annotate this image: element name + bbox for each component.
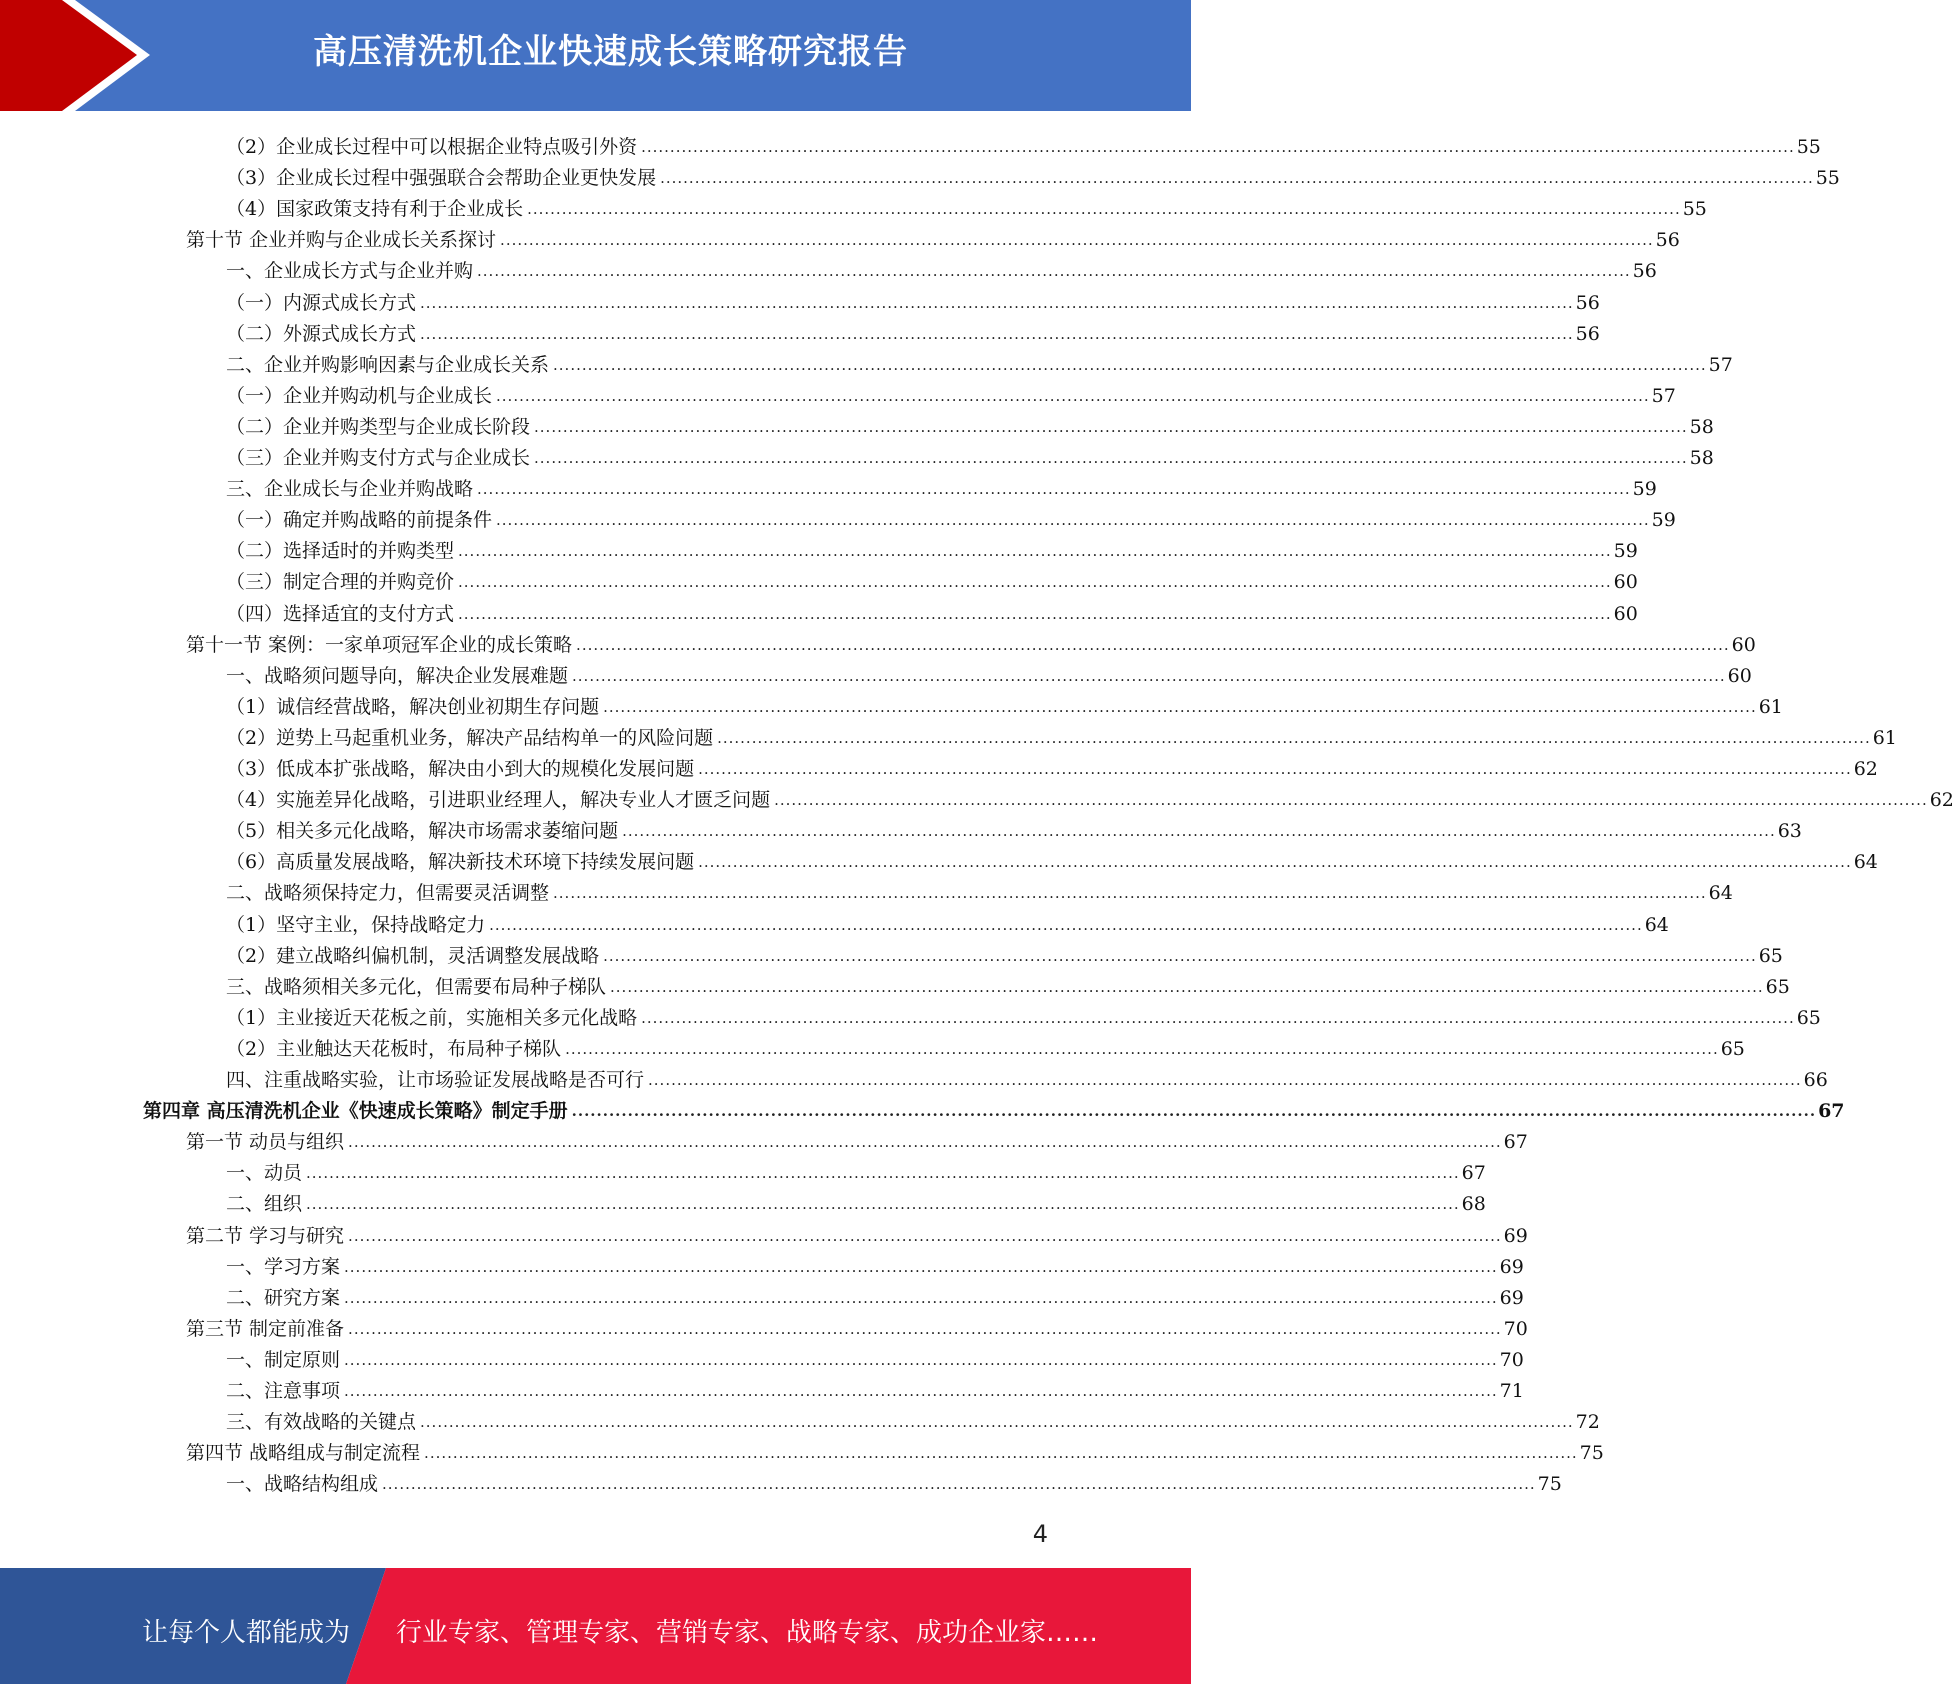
toc-entry-page: 55 (1815, 167, 1840, 190)
toc-entry[interactable] (226, 873, 1733, 905)
toc-entry[interactable] (226, 314, 1600, 345)
toc-entry-title: （三）企业并购支付方式与企业成长 (226, 447, 531, 469)
toc-leader-dots: ........................................................................................................................................................................................................ (420, 324, 1574, 343)
toc-leader-dots: ........................................................................................................................................................................................................ (648, 1071, 1802, 1089)
toc-leader-dots: ........................................................................................................................................................................................................ (382, 1475, 1536, 1494)
toc-leader-dots: ........................................................................................................................................................................................................ (603, 946, 1757, 965)
toc-entry-page: 55 (1682, 198, 1707, 221)
toc-entry-page: 65 (1720, 1037, 1745, 1060)
toc-entry-page: 58 (1689, 447, 1714, 469)
toc-entry[interactable] (226, 438, 1714, 469)
footer-band (0, 1568, 1191, 1684)
toc-entry-page: 59 (1632, 478, 1657, 501)
toc-entry-page: 61 (1872, 726, 1897, 749)
toc-entry-title: （5）相关多元化战略，解决市场需求萎缩问题 (226, 820, 619, 843)
toc-entry[interactable] (226, 594, 1638, 625)
toc-entry[interactable] (226, 811, 1802, 843)
toc-leader-dots: ........................................................................................................................................................................................................ (496, 386, 1650, 405)
toc-entry-title: 三、有效战略的关键点 (226, 1411, 417, 1434)
toc-entry[interactable] (226, 718, 1897, 749)
toc-entry-page: 70 (1499, 1348, 1524, 1371)
toc-leader-dots: ........................................................................................................................................................................................................ (571, 1102, 1817, 1121)
toc-entry-title: 一、战略须问题导向，解决企业发展难题 (226, 664, 569, 687)
toc-entry[interactable] (226, 1371, 1524, 1402)
toc-entry[interactable] (226, 998, 1821, 1029)
toc-entry-page: 61 (1758, 695, 1783, 718)
toc-leader-dots: ........................................................................................................................................................................................................ (496, 511, 1650, 530)
toc-entry-page: 60 (1613, 571, 1638, 594)
toc-entry-title: （4）实施差异化战略，引进职业经理人，解决专业人才匮乏问题 (226, 789, 771, 812)
toc-leader-dots: ........................................................................................................................................................................................................ (348, 1226, 1502, 1245)
toc-entry-title: 第四节 战略组成与制定流程 (186, 1442, 421, 1465)
toc-entry[interactable] (226, 1184, 1486, 1216)
toc-entry-title: （2）企业成长过程中可以根据企业特点吸引外资 (226, 136, 638, 158)
toc-entry-title: 第二节 学习与研究 (186, 1224, 345, 1247)
toc-entry[interactable] (226, 842, 1878, 874)
toc-entry[interactable] (186, 625, 1756, 656)
toc-leader-dots: ........................................................................................................................................................................................................ (698, 853, 1852, 872)
toc-entry[interactable] (226, 936, 1783, 967)
toc-leader-dots: ........................................................................................................................................................................................................ (458, 573, 1612, 592)
toc-entry-page: 69 (1499, 1286, 1524, 1309)
toc-entry-title: （二）选择适时的并购类型 (226, 540, 455, 563)
toc-entry[interactable] (226, 500, 1676, 532)
toc-entry[interactable] (226, 562, 1638, 594)
toc-entry[interactable] (226, 656, 1752, 687)
toc-leader-dots: ........................................................................................................................................................................................................ (660, 169, 1814, 188)
toc-entry-title: （1）主业接近天花板之前，实施相关多元化战略 (226, 1006, 638, 1029)
toc-entry[interactable] (226, 749, 1878, 780)
toc-entry[interactable] (226, 1153, 1486, 1185)
toc-entry-page: 57 (1651, 384, 1676, 407)
toc-entry-page: 62 (1853, 758, 1878, 780)
toc-leader-dots: ........................................................................................................................................................................................................ (527, 200, 1681, 219)
toc-entry-page: 64 (1853, 851, 1878, 874)
toc-entry-title: （3）企业成长过程中强强联合会帮助企业更快发展 (226, 167, 657, 190)
toc-entry-page: 72 (1575, 1411, 1600, 1434)
toc-entry-title: （3）低成本扩张战略，解决由小到大的规模化发展问题 (226, 758, 695, 780)
toc-leader-dots: ........................................................................................................................................................................................................ (306, 1164, 1460, 1183)
toc-entry-title: 第四章 高压清洗机企业《快速成长策略》制定手册 (143, 1100, 568, 1123)
toc-entry-title: （二）外源式成长方式 (226, 322, 417, 345)
toc-leader-dots: ........................................................................................................................................................................................................ (424, 1444, 1578, 1463)
toc-entry-page: 59 (1613, 540, 1638, 563)
toc-entry-title: （一）内源式成长方式 (226, 291, 417, 314)
toc-leader-dots: ........................................................................................................................................................................................................ (500, 231, 1654, 250)
toc-entry-title: 二、注意事项 (226, 1380, 341, 1402)
toc-entry-page: 75 (1579, 1442, 1604, 1465)
toc-leader-dots: ........................................................................................................................................................................................................ (458, 542, 1612, 561)
toc-entry-page: 56 (1575, 291, 1600, 314)
toc-entry-title: 第三节 制定前准备 (186, 1317, 345, 1340)
toc-leader-dots: ........................................................................................................................................................................................................ (534, 449, 1688, 467)
toc-entry-title: 一、动员 (226, 1162, 303, 1185)
toc-entry-page: 56 (1632, 260, 1657, 283)
toc-entry-page: 64 (1708, 882, 1733, 905)
toc-entry-title: （6）高质量发展战略，解决新技术环境下持续发展问题 (226, 851, 695, 874)
toc-entry[interactable] (226, 251, 1657, 283)
toc-entry[interactable] (226, 905, 1669, 936)
toc-entry-title: 二、战略须保持定力，但需要灵活调整 (226, 882, 550, 905)
toc-entry[interactable] (226, 1340, 1524, 1371)
toc-leader-dots: ........................................................................................................................................................................................................ (603, 697, 1757, 716)
toc-entry-page: 62 (1929, 789, 1954, 812)
toc-leader-dots: ........................................................................................................................................................................................................ (641, 1008, 1795, 1027)
toc-entry-title: 第十一节 案例：一家单项冠军企业的成长策略 (186, 633, 573, 656)
toc-entry-title: 一、企业成长方式与企业并购 (226, 260, 474, 283)
toc-entry[interactable] (226, 283, 1600, 314)
toc-entry[interactable] (186, 220, 1680, 252)
toc-entry-page: 75 (1537, 1473, 1562, 1496)
toc-entry-page: 60 (1613, 602, 1638, 625)
toc-entry-title: （二）企业并购类型与企业成长阶段 (226, 415, 531, 438)
toc-entry[interactable] (226, 345, 1733, 376)
toc-leader-dots: ........................................................................................................................................................................................................ (610, 977, 1764, 996)
toc-leader-dots: ........................................................................................................................................................................................................ (622, 822, 1776, 841)
toc-entry-page: 64 (1644, 913, 1669, 936)
toc-entry[interactable] (226, 407, 1714, 438)
toc-entry-title: 一、制定原则 (226, 1348, 341, 1371)
toc-leader-dots: ........................................................................................................................................................................................................ (774, 791, 1928, 810)
toc-entry[interactable] (143, 1091, 1845, 1123)
toc-entry-title: 二、企业并购影响因素与企业成长关系 (226, 353, 550, 376)
toc-entry-page: 60 (1727, 664, 1752, 687)
toc-leader-dots: ........................................................................................................................................................................................................ (553, 355, 1707, 374)
toc-entry-page: 65 (1758, 944, 1783, 967)
toc-entry-page: 67 (1818, 1100, 1845, 1123)
toc-leader-dots: ........................................................................................................................................................................................................ (344, 1350, 1498, 1369)
toc-entry[interactable] (226, 469, 1657, 501)
toc-entry-page: 56 (1575, 322, 1600, 345)
toc-entry[interactable] (226, 531, 1638, 563)
toc-entry-title: （一）确定并购战略的前提条件 (226, 509, 493, 532)
toc-entry[interactable] (226, 127, 1821, 158)
toc-entry-title: （2）主业触达天花板时，布局种子梯队 (226, 1037, 562, 1060)
toc-entry-page: 67 (1461, 1162, 1486, 1185)
toc-entry-page: 55 (1796, 136, 1821, 158)
toc-leader-dots: ........................................................................................................................................................................................................ (348, 1133, 1502, 1152)
toc-entry[interactable] (186, 1309, 1528, 1340)
toc-entry[interactable] (226, 1464, 1562, 1496)
toc-entry[interactable] (226, 1278, 1524, 1309)
toc-entry-page: 67 (1503, 1131, 1528, 1154)
toc-entry[interactable] (226, 687, 1783, 718)
toc-entry-page: 70 (1503, 1317, 1528, 1340)
footer-slogan-left: 让每个人都能成为 (142, 1618, 351, 1648)
report-title: 高压清洗机企业快速成长策略研究报告 (313, 32, 908, 72)
toc-leader-dots: ........................................................................................................................................................................................................ (717, 728, 1871, 747)
header-band (0, 0, 1191, 111)
toc-entry[interactable] (226, 376, 1676, 407)
toc-leader-dots: ........................................................................................................................................................................................................ (553, 884, 1707, 903)
toc-entry[interactable] (186, 1216, 1528, 1247)
toc-entry[interactable] (186, 1433, 1604, 1465)
toc-leader-dots: ........................................................................................................................................................................................................ (641, 138, 1795, 156)
toc-leader-dots: ........................................................................................................................................................................................................ (565, 1039, 1719, 1058)
toc-entry[interactable] (226, 1402, 1600, 1434)
toc-entry-page: 69 (1499, 1255, 1524, 1278)
toc-entry-title: （4）国家政策支持有利于企业成长 (226, 198, 524, 221)
toc-leader-dots: ........................................................................................................................................................................................................ (344, 1257, 1498, 1276)
toc-entry-page: 65 (1796, 1006, 1821, 1029)
toc-leader-dots: ........................................................................................................................................................................................................ (344, 1382, 1498, 1400)
toc-leader-dots: ........................................................................................................................................................................................................ (698, 760, 1852, 778)
toc-entry-page: 68 (1461, 1193, 1486, 1216)
toc-leader-dots: ........................................................................................................................................................................................................ (489, 915, 1643, 934)
toc-entry[interactable] (226, 189, 1707, 221)
toc-entry-title: （三）制定合理的并购竞价 (226, 571, 455, 594)
toc-entry-title: （2）建立战略纠偏机制，灵活调整发展战略 (226, 944, 600, 967)
toc-entry-page: 59 (1651, 509, 1676, 532)
toc-entry-title: 一、学习方案 (226, 1255, 341, 1278)
toc-entry[interactable] (226, 967, 1790, 998)
toc-entry-title: 第一节 动员与组织 (186, 1131, 345, 1154)
toc-entry-title: （2）逆势上马起重机业务，解决产品结构单一的风险问题 (226, 726, 714, 749)
toc-entry-title: 二、研究方案 (226, 1286, 341, 1309)
toc-entry-page: 71 (1499, 1380, 1524, 1402)
toc-leader-dots: ........................................................................................................................................................................................................ (477, 480, 1631, 499)
toc-entry[interactable] (226, 1029, 1745, 1060)
toc-entry-title: （1）诚信经营战略，解决创业初期生存问题 (226, 695, 600, 718)
toc-entry-page: 57 (1708, 353, 1733, 376)
toc-leader-dots: ........................................................................................................................................................................................................ (477, 262, 1631, 281)
toc-entry-title: （1）坚守主业，保持战略定力 (226, 913, 486, 936)
toc-leader-dots: ........................................................................................................................................................................................................ (306, 1195, 1460, 1214)
toc-leader-dots: ........................................................................................................................................................................................................ (420, 1413, 1574, 1432)
toc-entry[interactable] (186, 1122, 1528, 1154)
page-number: 4 (1032, 1520, 1048, 1548)
toc-entry-page: 60 (1731, 633, 1756, 656)
toc-entry-page: 58 (1689, 415, 1714, 438)
toc-entry-title: 第十节 企业并购与企业成长关系探讨 (186, 229, 497, 252)
toc-leader-dots: ........................................................................................................................................................................................................ (534, 417, 1688, 436)
toc-entry-title: 三、企业成长与企业并购战略 (226, 478, 474, 501)
toc-entry[interactable] (226, 780, 1954, 812)
toc-leader-dots: ........................................................................................................................................................................................................ (420, 293, 1574, 312)
toc-leader-dots: ........................................................................................................................................................................................................ (458, 604, 1612, 623)
toc-leader-dots: ........................................................................................................................................................................................................ (576, 635, 1730, 654)
toc-entry[interactable] (226, 158, 1840, 190)
toc-leader-dots: ........................................................................................................................................................................................................ (344, 1288, 1498, 1307)
toc-entry-title: 二、组织 (226, 1193, 303, 1216)
toc-entry-page: 69 (1503, 1224, 1528, 1247)
toc-leader-dots: ........................................................................................................................................................................................................ (348, 1319, 1502, 1338)
toc-leader-dots: ........................................................................................................................................................................................................ (572, 666, 1726, 685)
toc-entry-title: 三、战略须相关多元化，但需要布局种子梯队 (226, 975, 607, 998)
toc-entry-page: 65 (1765, 975, 1790, 998)
toc-entry-page: 66 (1803, 1069, 1828, 1091)
toc-entry-title: （四）选择适宜的支付方式 (226, 602, 455, 625)
toc-entry-title: 一、战略结构组成 (226, 1473, 379, 1496)
footer-slogan-right: 行业专家、管理专家、营销专家、战略专家、成功企业家…… (396, 1618, 1099, 1648)
toc-entry[interactable] (226, 1247, 1524, 1278)
toc-entry-title: 四、注重战略实验，让市场验证发展战略是否可行 (226, 1069, 645, 1091)
toc-entry-page: 56 (1655, 229, 1680, 252)
toc-entry-page: 63 (1777, 820, 1802, 843)
toc-entry[interactable] (226, 1060, 1828, 1091)
toc-entry-title: （一）企业并购动机与企业成长 (226, 384, 493, 407)
